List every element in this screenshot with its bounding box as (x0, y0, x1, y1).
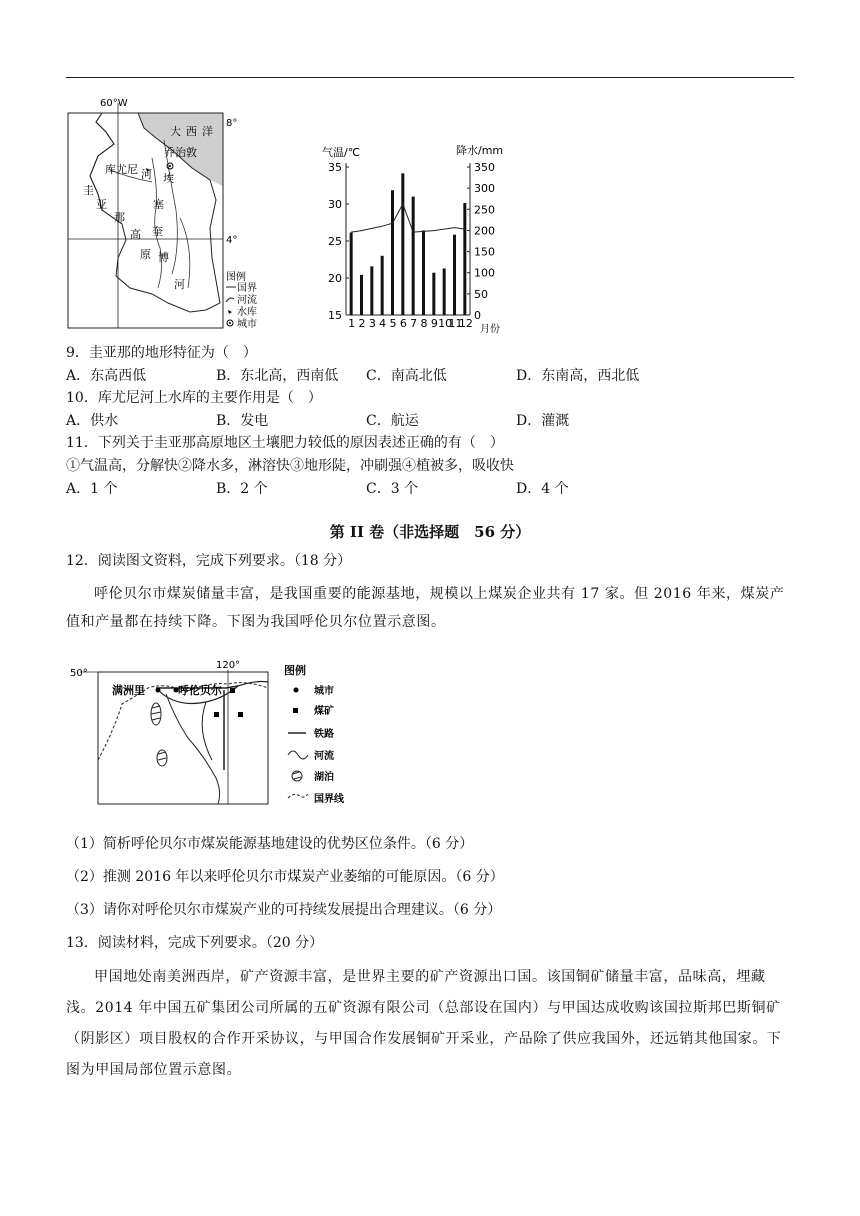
legend-reservoir: 水库 (237, 307, 257, 318)
precip-bar (443, 268, 446, 315)
legend-title: 图例 (284, 664, 306, 677)
q9-option-d[interactable]: D．东南高，西北低 (516, 368, 640, 384)
precip-bar (422, 230, 425, 315)
month-tick-label: 10 (438, 317, 453, 330)
precip-bar (381, 256, 384, 315)
q11-stem: 11．下列关于圭亚那高原地区土壤肥力较低的原因表述正确的有（ ） (66, 435, 504, 451)
map-label: 洋 (202, 125, 213, 138)
precip-bar (412, 197, 415, 315)
q11-option-b[interactable]: B．2 个 (216, 481, 268, 497)
city-label: 乔治敦 (164, 146, 197, 159)
precip-bar (401, 173, 404, 315)
map-label: 塞 (153, 198, 164, 211)
legend-river: 河流 (237, 295, 257, 306)
q10-option-d[interactable]: D．灌溉 (516, 413, 570, 429)
precip-bar (432, 273, 435, 315)
legend-mine: 煤矿 (314, 706, 334, 717)
lon-label: 60°W (100, 98, 128, 109)
map-label: 亚 (96, 198, 107, 211)
q10-option-b[interactable]: B．发电 (216, 413, 269, 429)
legend-title: 图例 (226, 272, 246, 283)
city-manzhouli: 满洲里 (112, 684, 145, 697)
q12-sub1: （1）简析呼伦贝尔市煤炭能源基地建设的优势区位条件。（6 分） (66, 836, 474, 852)
q13-paragraph: 甲国地处南美洲西岸，矿产资源丰富，是世界主要的矿产资源出口国。该国铜矿储量丰富，品味高，埋藏浅。2014 年中国五矿集团公司所属的五矿资源有限公司（总部设在国内）与甲国达成收购该国拉斯邦巴斯铜矿（阴影区）项目股权的合作开采协议，与甲国合作发展铜矿开采业，产品除了供应我国外，还远销其他国家。下图为甲国局部位置示意图。 (66, 969, 782, 1078)
map-label: 埃 (163, 172, 174, 185)
precip-tick-label: 100 (474, 266, 495, 280)
legend-railway: 铁路 (314, 729, 334, 740)
q11-option-a[interactable]: A．1 个 (66, 481, 118, 497)
temp-tick-label: 30 (328, 198, 342, 211)
climate-chart (310, 140, 520, 335)
precip-tick-label: 50 (474, 287, 488, 301)
q12-sub2: （2）推测 2016 年以来呼伦贝尔市煤炭产业萎缩的可能原因。（6 分） (66, 869, 504, 885)
precip-bar (360, 275, 363, 315)
q9-option-b[interactable]: B．东北高，西南低 (216, 368, 339, 384)
x-axis-label: 月份 (480, 324, 500, 335)
map-label: 西 (186, 125, 197, 138)
temperature-line (351, 204, 465, 232)
map-label: 河 (174, 278, 185, 291)
q10-stem: 10．库尤尼河上水库的主要作用是（ ） (66, 390, 322, 406)
temp-axis-label: 气温/℃ (322, 146, 361, 159)
month-tick-label: 2 (358, 317, 366, 330)
q11-statements: ①气温高，分解快②降水多，淋溶快③地形陡，冲刷强④植被多，吸收快 (66, 458, 514, 474)
month-tick-label: 5 (389, 317, 397, 330)
lat-label: 50° (70, 668, 88, 679)
map-label: 河 (141, 168, 152, 181)
hulunbuir-map (66, 660, 366, 810)
city-hulunbuir: 呼伦贝尔 (178, 684, 222, 697)
map-label: 奎 (152, 225, 163, 238)
map-label: 博 (158, 251, 169, 264)
map-label: 那 (114, 211, 125, 224)
precip-bar (463, 203, 466, 315)
q10-option-a[interactable]: A．供水 (66, 413, 119, 429)
legend-border: 国界线 (314, 794, 344, 805)
precip-tick-label: 300 (474, 182, 495, 196)
temp-tick-label: 25 (328, 235, 342, 248)
q12-stem: 12．阅读图文资料，完成下列要求。（18 分） (66, 553, 352, 569)
guyana-map (60, 98, 260, 334)
month-tick-label: 1 (348, 317, 356, 330)
river-label: 库尤尼 (105, 163, 138, 176)
month-tick-label: 11 (448, 317, 463, 330)
q11-option-c[interactable]: C．3 个 (366, 481, 419, 497)
section-title: 第 II 卷（非选择题 56 分） (329, 523, 531, 541)
precip-bar (453, 235, 456, 315)
precip-axis-label: 降水/mm (456, 144, 504, 157)
month-tick-label: 8 (420, 317, 428, 330)
temp-tick-label: 20 (328, 272, 342, 285)
lat-top-label: 8° (226, 118, 238, 129)
temp-tick-label: 15 (328, 309, 342, 322)
header-rule (66, 77, 794, 78)
q12-paragraph: 呼伦贝尔市煤炭储量丰富，是我国重要的能源基地，规模以上煤炭企业共有 17 家。但 2016 年来，煤炭产值和产量都在持续下降。下图为我国呼伦贝尔位置示意图。 (66, 586, 785, 630)
precip-bar (350, 233, 353, 315)
month-tick-label: 9 (430, 317, 438, 330)
precip-tick-label: 350 (474, 161, 495, 174)
temp-tick-label: 35 (328, 161, 342, 174)
map-label: 大 (170, 125, 181, 138)
precip-tick-label: 250 (474, 203, 495, 217)
legend-border: 国界 (237, 283, 257, 294)
legend-city: 城市 (237, 319, 257, 330)
map-label: 原 (140, 248, 151, 261)
q13-stem: 13．阅读材料，完成下列要求。（20 分） (66, 935, 324, 951)
month-tick-label: 3 (368, 317, 376, 330)
q9-stem: 9．圭亚那的地形特征为（ ） (66, 345, 257, 361)
lon-label: 120° (216, 660, 241, 671)
precip-bar (391, 190, 394, 315)
legend-lake: 湖泊 (314, 772, 334, 783)
lat-bottom-label: 4° (226, 235, 238, 246)
month-tick-label: 6 (399, 317, 407, 330)
q10-option-c[interactable]: C．航运 (366, 413, 419, 429)
map-label: 高 (130, 228, 141, 241)
legend-city: 城市 (314, 686, 334, 697)
map-label: 圭 (83, 184, 94, 197)
precip-tick-label: 150 (474, 245, 495, 259)
q12-sub3: （3）请你对呼伦贝尔市煤炭产业的可持续发展提出合理建议。（6 分） (66, 902, 502, 918)
precip-tick-label: 200 (474, 224, 495, 238)
q11-option-d[interactable]: D．4 个 (516, 481, 569, 497)
q9-option-c[interactable]: C．南高北低 (366, 368, 447, 384)
month-tick-label: 7 (410, 317, 418, 330)
precip-bar (370, 266, 373, 315)
month-tick-label: 4 (379, 317, 387, 330)
legend-river: 河流 (314, 751, 334, 762)
month-tick-label: 12 (458, 317, 473, 330)
precip-tick-label: 0 (474, 309, 481, 322)
q9-option-a[interactable]: A．东高西低 (66, 368, 147, 384)
